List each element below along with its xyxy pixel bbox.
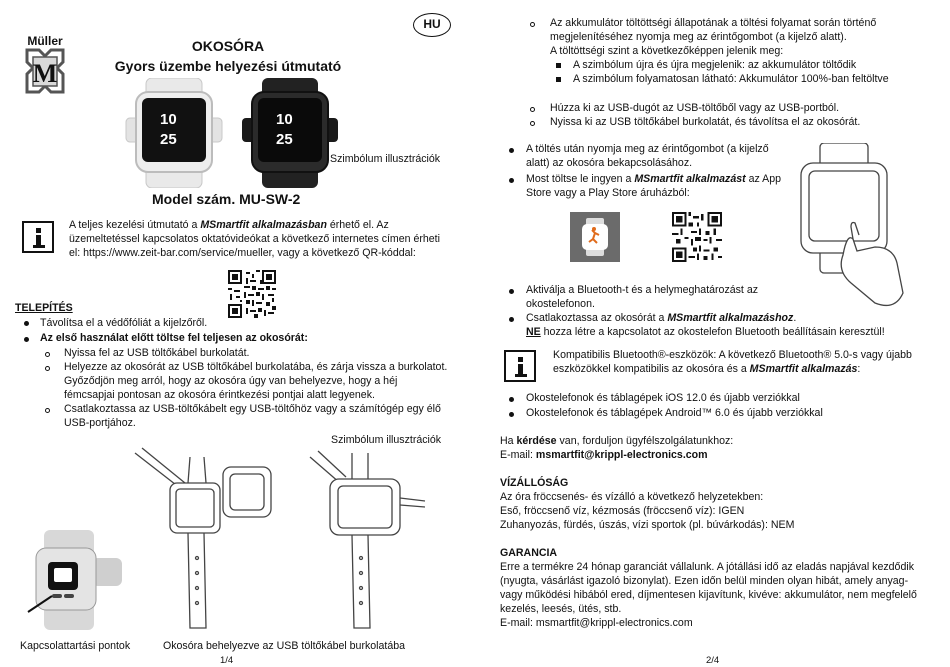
warranty-heading: GARANCIA (500, 547, 558, 559)
watch-time-bottom: 25 (160, 131, 177, 148)
page-title: OKOSÓRA (191, 38, 265, 54)
water-line1: Az óra fröccsenés- és vízálló a következő helyzetekben: (500, 491, 764, 503)
qr-code[interactable] (228, 270, 276, 318)
info-icon-2 (504, 350, 536, 382)
watch-illustration-black (236, 78, 344, 188)
brand-letter: M (32, 59, 58, 88)
p2-compat-line1: Kompatibilis Bluetooth®-eszközök: A következő Bluetooth® 5.0-s vagy újabb (553, 349, 912, 361)
p2-connect-line2: NE hozza létre a kapcsolatot az okostelefon Bluetooth beállításain keresztül! (526, 326, 885, 338)
p2-email: E-mail: msmartfit@krippl-electronics.com (500, 449, 708, 461)
p2-remove-watch: Nyissa ki az USB töltőkábel burkolatát, és távolítsa el az okosórát. (550, 116, 861, 128)
p2-download-line1: Most töltse le ingyen a MSmartfit alkalmazást az App (526, 173, 781, 185)
info-text-line2: üzemeltetéssel kapcsolatos oktatóvideókat a következő internetes címen érheti (69, 233, 440, 245)
install-step-3-line2: USB-portjához. (64, 417, 136, 429)
warranty-line3: vagy működési hibából ered, díjmentesen kijavítunk, kivéve: akkumulátor, nem megfelelő (500, 589, 917, 601)
p2-download-line2: Store vagy a Play Store áruházból: (526, 187, 690, 199)
app-icon[interactable] (570, 212, 620, 262)
install-bullet-1: Távolítsa el a védőfóliát a kijelzőről. (40, 317, 208, 329)
caption-inserted: Okosóra behelyezve az USB töltőkábel burkolatába (163, 640, 406, 652)
warranty-line1: Erre a termékre 24 hónap garanciát vállalunk. A jótállási idő az eladás napjával kezdődik (500, 561, 914, 573)
watch-time-top-2: 10 (276, 111, 293, 128)
brand-logo (19, 35, 71, 95)
p2-ios-compat: Okostelefonok és táblagépek iOS 12.0 és újabb verziókkal (526, 392, 800, 404)
symbol-caption-2: Szimbólum illusztrációk (331, 434, 442, 446)
p2-bluetooth-line1: Aktiválja a Bluetooth-t és a helymeghatározást az (526, 284, 759, 296)
watch-touch-illustration (795, 143, 925, 313)
water-line2: Eső, fröccsenő víz, kézmosás (fröccsenő víz): IGEN (500, 505, 745, 517)
watch-time-bottom-2: 25 (276, 131, 293, 148)
app-qr-code[interactable] (672, 212, 722, 262)
p2-touch-button-line1: A töltés után nyomja meg az érintőgombot (a kijelző (526, 143, 769, 155)
warranty-line2: (nyugta, vásárlást igazoló bizonylat). Ezen időn belül minden olyan hibát, amely anyag- (500, 575, 909, 587)
p2-bluetooth-line2: okostelefonon. (526, 298, 595, 310)
p2-compat-line2: eszközökkel kompatibilis az okosóra és a MSmartfit alkalmazás: (553, 363, 861, 375)
page-number-1: 1/4 (220, 655, 234, 666)
warranty-email[interactable]: E-mail: msmartfit@krippl-electronics.com (500, 617, 693, 629)
p2-step-line3: A töltöttségi szint a következőképpen jelenik meg: (550, 45, 784, 57)
caption-contact-points: Kapcsolattartási pontok (20, 640, 131, 652)
charging-illustration-closed (300, 443, 430, 633)
install-step-2-line2: Győződjön meg arról, hogy az okosóra úgy van behelyezve, hogy a héj (64, 375, 398, 387)
model-number: Model szám. MU-SW-2 (152, 191, 301, 207)
language-badge: HU (413, 13, 451, 37)
brand-name: Müller (27, 34, 63, 48)
p2-charge-full: A szimbólum folyamatosan látható: Akkumulátor 100%-ban feltöltve (573, 73, 889, 85)
p2-android-compat: Okostelefonok és táblagépek Android™ 6.0 és újabb verziókkal (526, 407, 823, 419)
install-step-3-line1: Csatlakoztassa az USB-töltőkábelt egy USB-töltőhöz vagy a számítógép egy élő (64, 403, 441, 415)
install-step-2-line3: fémcsapjai pontosan az okosóra érintkezési pontjai alatt legyenek. (64, 389, 375, 401)
info-text-line1: A teljes kezelési útmutató a MSmartfit alkalmazásban érhető el. Az (69, 219, 389, 231)
p2-charge-flashing: A szimbólum újra és újra megjelenik: az akkumulátor töltődik (573, 59, 857, 71)
install-heading: TELEPÍTÉS (15, 302, 73, 314)
p2-step-line2: megjelenítéséhez nyomja meg az érintőgombot (a kijelző alatt). (550, 31, 847, 43)
p2-touch-button-line2: alatt) az okosóra bekapcsolásához. (526, 157, 693, 169)
symbol-caption: Szimbólum illusztrációk (330, 153, 441, 165)
info-icon (22, 221, 54, 253)
install-bullet-2: Az első használat előtt töltse fel teljesen az okosórát: (40, 332, 308, 344)
watch-time-top: 10 (160, 111, 177, 128)
install-step-1: Nyissa fel az USB töltőkábel burkolatát. (64, 347, 250, 359)
p2-unplug: Húzza ki az USB-dugót az USB-töltőből vagy az USB-portból. (550, 102, 840, 114)
warranty-line4: kezelés, leesés, ütés, stb. (500, 603, 622, 615)
support-email-link[interactable]: msmartfit@krippl-electronics.com (535, 449, 708, 461)
info-text-line3: el: https://www.zeit-bar.com/service/mueller, vagy a következő QR-kóddal: (69, 247, 416, 259)
watch-illustration-white (120, 78, 228, 188)
p2-connect-line1: Csatlakoztassa az okosórát a MSmartfit alkalmazáshoz. (526, 312, 797, 324)
page-number-2: 2/4 (706, 655, 720, 666)
p2-step-line1: Az akkumulátor töltöttségi állapotának a töltési folyamat során történő (550, 17, 877, 29)
water-line3: Zuhanyozás, fürdés, úszás, vízi sportok (pl. búvárkodás): NEM (500, 519, 795, 531)
charging-illustration-open (130, 443, 280, 633)
p2-questions: Ha kérdése van, forduljon ügyfélszolgálatunkhoz: (500, 435, 734, 447)
water-heading: VÍZÁLLÓSÁG (500, 477, 569, 489)
install-step-2-line1: Helyezze az okosórát az USB töltőkábel burkolatába, és zárja vissza a burkolatot. (64, 361, 448, 373)
contact-points-illustration (26, 530, 122, 630)
page-subtitle: Gyors üzembe helyezési útmutató (114, 58, 342, 74)
